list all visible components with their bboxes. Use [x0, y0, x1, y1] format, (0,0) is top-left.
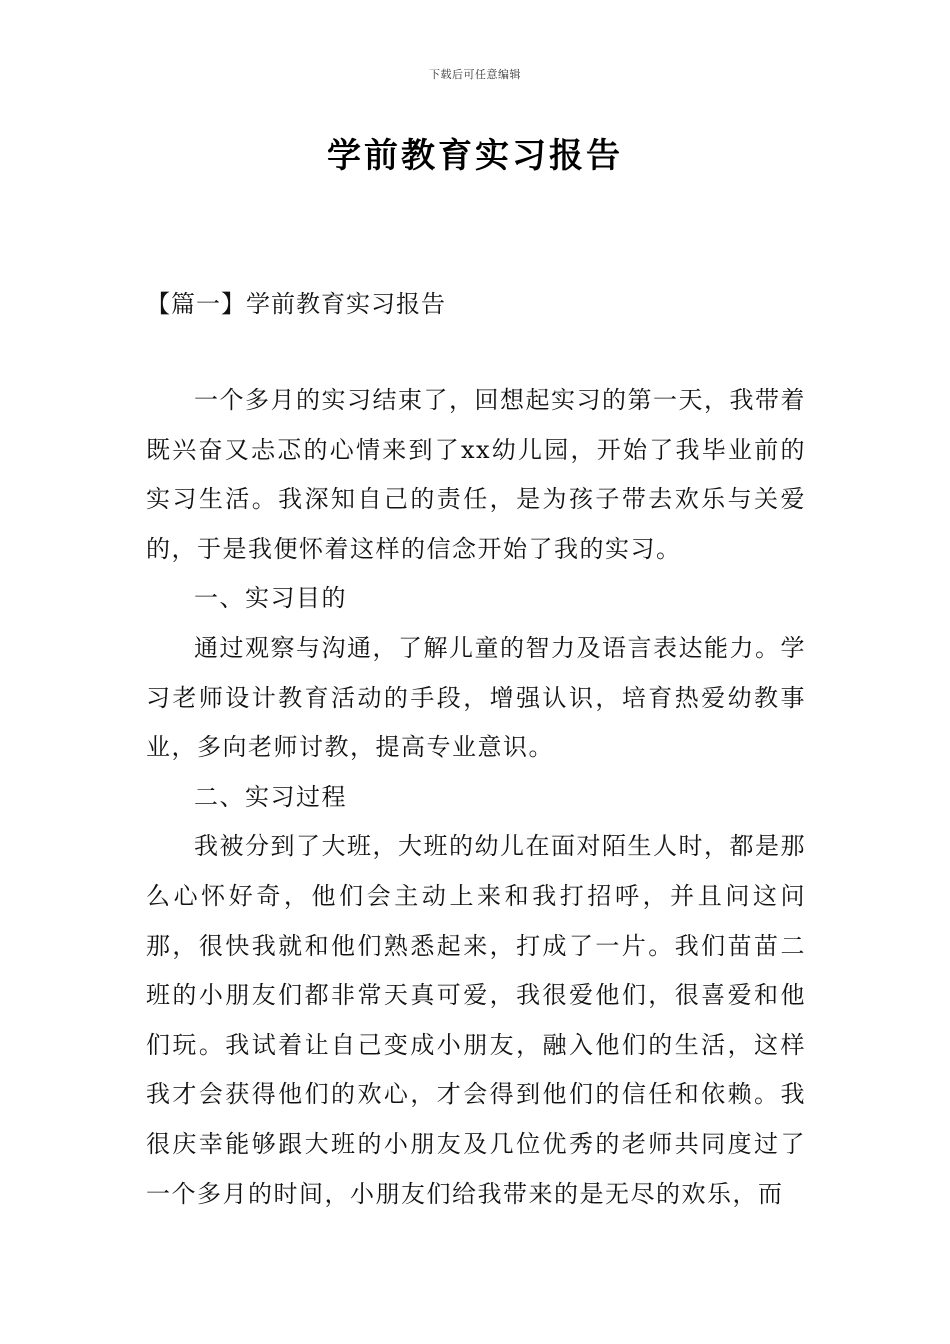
document-body: [146, 376, 806, 1219]
header-note: 下载后可任意编辑: [429, 68, 521, 81]
subheading-purpose: 一、实习目的: [194, 584, 347, 613]
document-title: 学前教育实习报告: [327, 136, 623, 176]
section-heading: 【篇一】学前教育实习报告: [146, 290, 446, 318]
paragraph-purpose: 通过观察与沟通，了解儿童的智力及语言表达能力。学习老师设计教育活动的手段，增强认识，培育热爱幼教事业，多向老师讨教，提高专业意识。: [146, 633, 806, 762]
paragraph-process: 我被分到了大班，大班的幼儿在面对陌生人时，都是那么心怀好奇，他们会主动上来和我打招呼，并且问这问那，很快我就和他们熟悉起来，打成了一片。我们苗苗二班的小朋友们都非常天真可爱，我很爱他们，很喜爱和他们玩。我试着让自己变成小朋友，融入他们的生活，这样我才会获得他们的欢心，才会得到他们的信任和依赖。我很庆幸能够跟大班的小朋友及几位优秀的老师共同度过了一个多月的时间，小朋友们给我带来的是无尽的欢乐，而: [146, 832, 806, 1208]
subheading-process: 二、实习过程: [194, 782, 347, 811]
paragraph-intro: 一个多月的实习结束了，回想起实习的第一天，我带着既兴奋又忐忑的心情来到了xx幼儿园，开始了我毕业前的实习生活。我深知自己的责任，是为孩子带去欢乐与关爱的，于是我便怀着这样的信念开始了我的实习。: [146, 386, 806, 563]
